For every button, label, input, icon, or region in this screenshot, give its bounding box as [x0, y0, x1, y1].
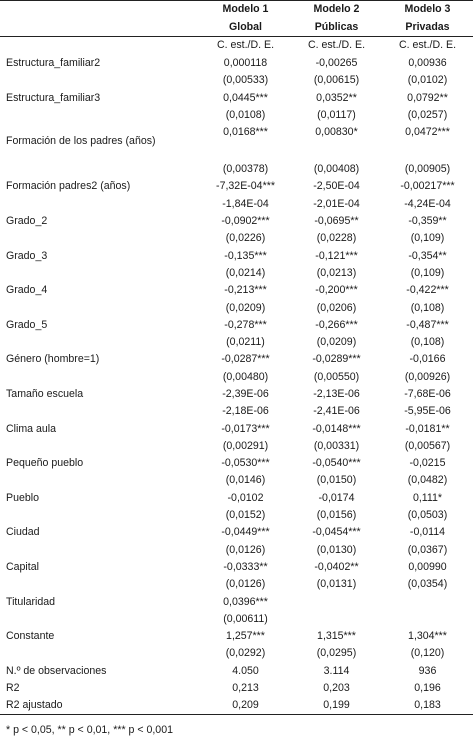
std-error-value — [382, 611, 473, 628]
coef-value: -0,0215 — [409, 457, 446, 470]
std-error-value — [291, 611, 382, 628]
variable-se-row — [0, 611, 473, 628]
variable-label: Titularidad — [6, 595, 56, 608]
significance-footnote: * p < 0,05, ** p < 0,01, *** p < 0,001 — [6, 724, 173, 736]
statistic-value: 3.114 — [323, 664, 350, 677]
coef-value: 0,00830* — [315, 125, 358, 138]
coef-value — [291, 593, 382, 610]
coef-value: -0,121*** — [315, 249, 358, 262]
coef-value: -0,0289*** — [312, 353, 361, 366]
variable-label: Formación de los padres (años) — [6, 135, 156, 148]
coef-value: -0,487*** — [406, 318, 449, 331]
coef-value: -0,0449*** — [221, 526, 270, 539]
std-error-value: (0,109) — [410, 232, 445, 245]
coef-value: -0,135*** — [224, 249, 267, 262]
empty-label — [0, 368, 200, 385]
variable-coef-row — [0, 628, 473, 645]
coef-value: -0,0114 — [409, 526, 446, 539]
coef-value: -0,422*** — [406, 284, 449, 297]
coef-value: -0,0181** — [405, 422, 450, 435]
variable-se-row — [0, 265, 473, 282]
variable-coef-row — [0, 524, 473, 541]
std-error-value: (0,0482) — [407, 474, 448, 487]
statistic-value: 0,199 — [291, 697, 382, 715]
statistic-value: 4.050 — [232, 664, 259, 677]
variable-coef-row — [0, 593, 473, 610]
coef-value: 0,111* — [412, 491, 443, 504]
variable-coef-row — [0, 213, 473, 230]
variable-coef-row — [0, 247, 473, 264]
empty-label — [0, 106, 200, 123]
variable-label: Pequeño pueblo — [6, 457, 84, 470]
statistic-label: R2 — [6, 682, 20, 695]
statistic-value: 0,196 — [414, 682, 441, 695]
std-error-value: (0,108) — [410, 301, 445, 314]
std-error-value: (0,108) — [410, 336, 445, 349]
std-error-value: (0,0503) — [407, 509, 448, 522]
std-error-value: (0,0295) — [316, 647, 357, 660]
variable-se-row — [0, 72, 473, 89]
coef-value: -2,13E-06 — [313, 387, 360, 400]
coef-value: 0,000118 — [223, 56, 268, 69]
variable-label: Clima aula — [6, 422, 57, 435]
std-error-value: (0,0211) — [226, 336, 265, 349]
variable-se-row — [0, 438, 473, 455]
coef-value: -0,0402** — [314, 560, 359, 573]
std-error-value: (0,00926) — [404, 370, 451, 383]
variable-label: Constante — [6, 630, 55, 643]
coef-value: -0,359** — [408, 215, 447, 228]
std-error-value: (0,0152) — [225, 509, 266, 522]
variable-coef-row — [0, 89, 473, 106]
std-error-value: (0,00331) — [313, 439, 360, 452]
coef-value: -2,39E-06 — [222, 387, 269, 400]
coef-value: 0,0168*** — [223, 125, 268, 138]
coef-value: 0,0352** — [316, 91, 357, 104]
variable-label: Grado_4 — [6, 284, 48, 297]
group-name-2: Públicas — [291, 18, 382, 36]
std-error-value: (0,0213) — [316, 266, 357, 279]
std-error-value: (0,0257) — [407, 108, 448, 121]
variable-coef-row — [0, 124, 473, 161]
variable-se-row — [0, 161, 473, 178]
variable-se-row — [0, 299, 473, 316]
coef-value: -7,32E-04*** — [216, 180, 275, 193]
coef-label-row — [0, 36, 473, 55]
std-error-value: (0,0214) — [225, 266, 266, 279]
std-error-value: (0,0102) — [407, 74, 448, 87]
variable-se-row — [0, 368, 473, 385]
empty-label — [0, 334, 200, 351]
coef-value: -0,0148*** — [312, 422, 361, 435]
empty-label — [0, 507, 200, 524]
variable-label: Estructura_familiar2 — [6, 56, 101, 69]
table-body — [0, 36, 473, 715]
std-error-value: (0,0150) — [316, 474, 357, 487]
std-error-value: -4,24E-04 — [404, 197, 451, 210]
coef-value: 0,0792** — [407, 91, 448, 104]
std-error-value: (0,0146) — [225, 474, 266, 487]
variable-se-row — [0, 195, 473, 212]
variable-coef-row — [0, 351, 473, 368]
variable-coef-row — [0, 420, 473, 437]
std-error-value: (0,0292) — [225, 647, 266, 660]
variable-coef-row — [0, 386, 473, 403]
variable-label: Pueblo — [6, 491, 39, 504]
std-error-value: (0,0130) — [316, 543, 357, 556]
coef-value: 0,00990 — [408, 560, 447, 573]
empty-label — [0, 438, 200, 455]
empty-label — [0, 230, 200, 247]
std-error-value: (0,0367) — [407, 543, 448, 556]
std-error-value: -2,18E-06 — [222, 405, 269, 418]
coef-value: 0,0396*** — [223, 595, 268, 608]
std-error-value: -2,41E-06 — [313, 405, 360, 418]
std-error-value: (0,0354) — [407, 578, 448, 591]
coef-value: -0,354** — [408, 249, 447, 262]
std-error-value: (0,00533) — [222, 74, 269, 87]
statistic-value: 0,203 — [323, 682, 350, 695]
std-error-value: (0,0108) — [225, 108, 266, 121]
model-name-2: Modelo 2 — [291, 1, 382, 19]
variable-label: Género (hombre=1) — [6, 353, 100, 366]
empty-label — [0, 541, 200, 558]
empty-label — [0, 576, 200, 593]
statistic-value: 0,183 — [382, 697, 473, 715]
statistic-row — [0, 697, 473, 715]
variable-coef-row — [0, 282, 473, 299]
coef-value: -0,00217*** — [400, 180, 455, 193]
coef-label-2: C. est./D. E. — [307, 39, 366, 52]
coef-value: 0,00936 — [408, 56, 447, 69]
coef-value: -0,0454*** — [312, 526, 361, 539]
std-error-value: (0,120) — [410, 647, 445, 660]
variable-label: Grado_2 — [6, 215, 48, 228]
empty-label — [0, 36, 200, 55]
coef-label-3: C. est./D. E. — [398, 39, 457, 52]
coef-value: -0,0166 — [409, 353, 446, 366]
variable-coef-row — [0, 489, 473, 506]
coef-value: -0,266*** — [315, 318, 358, 331]
coef-value: -0,0695** — [314, 215, 359, 228]
empty-label — [0, 611, 200, 628]
group-name-3: Privadas — [382, 18, 473, 36]
variable-se-row — [0, 403, 473, 420]
coef-value: -0,0902*** — [221, 215, 270, 228]
coef-value: 0,0472*** — [405, 125, 450, 138]
variable-se-row — [0, 541, 473, 558]
statistic-row — [0, 662, 473, 679]
std-error-value: (0,0131) — [316, 578, 357, 591]
std-error-value: (0,00480) — [222, 370, 269, 383]
variable-se-row — [0, 507, 473, 524]
variable-coef-row — [0, 316, 473, 333]
coef-value: -7,68E-06 — [404, 387, 451, 400]
variable-label: Formación padres2 (años) — [6, 180, 131, 193]
empty-label — [0, 195, 200, 212]
coef-value: -0,0540*** — [312, 457, 361, 470]
coef-value: 0,0445*** — [223, 91, 268, 104]
variable-label: Grado_5 — [6, 318, 48, 331]
coef-value: 1,304*** — [408, 630, 447, 643]
std-error-value: (0,00408) — [313, 163, 360, 176]
variable-coef-row — [0, 55, 473, 72]
coef-value: -0,0173*** — [221, 422, 270, 435]
std-error-value: (0,00550) — [313, 370, 360, 383]
std-error-value: (0,0117) — [317, 108, 356, 121]
variable-label: Estructura_familiar3 — [6, 91, 101, 104]
coef-value — [382, 593, 473, 610]
std-error-value: (0,109) — [410, 266, 445, 279]
variable-coef-row — [0, 455, 473, 472]
corner-cell — [0, 18, 200, 36]
std-error-value: (0,0126) — [225, 543, 266, 556]
empty-label — [0, 645, 200, 662]
std-error-value: (0,0228) — [316, 232, 357, 245]
variable-label: Capital — [6, 560, 39, 573]
coef-value: 1,257*** — [226, 630, 265, 643]
coef-value: -2,50E-04 — [313, 180, 360, 193]
std-error-value: (0,0226) — [225, 232, 266, 245]
std-error-value: -5,95E-06 — [404, 405, 451, 418]
empty-label — [0, 472, 200, 489]
coef-value: -0,0287*** — [221, 353, 270, 366]
variable-label: Ciudad — [6, 526, 40, 539]
std-error-value: (0,00905) — [404, 163, 451, 176]
statistic-value: 936 — [418, 664, 437, 677]
std-error-value: (0,0126) — [225, 578, 266, 591]
corner-cell — [0, 1, 200, 19]
empty-label — [0, 403, 200, 420]
empty-label — [0, 161, 200, 178]
variable-label: Tamaño escuela — [6, 387, 84, 400]
std-error-value: (0,00378) — [222, 163, 269, 176]
statistic-label: R2 ajustado — [0, 697, 200, 715]
empty-label — [0, 299, 200, 316]
model-name-1: Modelo 1 — [200, 1, 291, 19]
statistic-value: 0,213 — [232, 682, 259, 695]
variable-se-row — [0, 106, 473, 123]
statistic-row — [0, 680, 473, 697]
std-error-value: (0,00291) — [222, 439, 269, 452]
std-error-value: (0,00611) — [223, 612, 268, 625]
coef-label-1: C. est./D. E. — [216, 39, 275, 52]
std-error-value: (0,0209) — [225, 301, 266, 314]
std-error-value: (0,00615) — [313, 74, 360, 87]
std-error-value: (0,0156) — [316, 509, 357, 522]
coef-value: -0,213*** — [224, 284, 267, 297]
statistic-label: N.º de observaciones — [6, 664, 107, 677]
variable-se-row — [0, 576, 473, 593]
variable-coef-row — [0, 559, 473, 576]
model-name-3: Modelo 3 — [382, 1, 473, 19]
variable-coef-row — [0, 178, 473, 195]
group-header-row — [0, 18, 473, 36]
model-header-row — [0, 1, 473, 19]
coef-value: -0,0333** — [223, 560, 268, 573]
coef-value: -0,0102 — [227, 491, 264, 504]
variable-se-row — [0, 230, 473, 247]
coef-value: -0,200*** — [315, 284, 358, 297]
coef-value: -0,00265 — [315, 56, 358, 69]
coef-value: -0,0530*** — [221, 457, 270, 470]
variable-se-row — [0, 334, 473, 351]
statistic-value: 0,209 — [200, 697, 291, 715]
std-error-value: -1,84E-04 — [222, 197, 269, 210]
coef-value: -0,0174 — [318, 491, 355, 504]
variable-label: Grado_3 — [6, 249, 48, 262]
empty-label — [0, 72, 200, 89]
variable-se-row — [0, 645, 473, 662]
std-error-value: (0,0206) — [316, 301, 357, 314]
variable-se-row — [0, 472, 473, 489]
coef-value: 1,315*** — [317, 630, 356, 643]
empty-label — [0, 265, 200, 282]
std-error-value: (0,0209) — [316, 336, 357, 349]
std-error-value: -2,01E-04 — [313, 197, 360, 210]
group-name-1: Global — [200, 18, 291, 36]
coef-value: -0,278*** — [224, 318, 267, 331]
std-error-value: (0,00567) — [404, 439, 451, 452]
